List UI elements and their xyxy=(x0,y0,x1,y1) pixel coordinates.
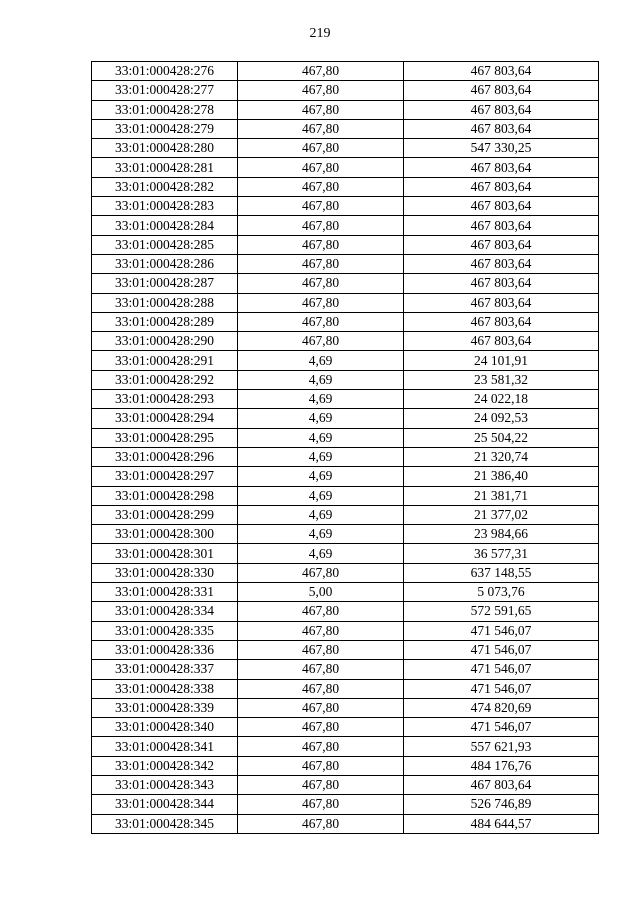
cadastral-number-cell: 33:01:000428:341 xyxy=(92,737,238,756)
value-cell: 637 148,55 xyxy=(404,563,599,582)
value-cell: 24 022,18 xyxy=(404,390,599,409)
cadastral-number-cell: 33:01:000428:293 xyxy=(92,390,238,409)
area-cell: 467,80 xyxy=(238,216,404,235)
cadastral-number-cell: 33:01:000428:297 xyxy=(92,467,238,486)
area-cell: 467,80 xyxy=(238,698,404,717)
value-cell: 572 591,65 xyxy=(404,602,599,621)
area-cell: 467,80 xyxy=(238,274,404,293)
area-cell: 467,80 xyxy=(238,332,404,351)
table-row xyxy=(92,621,599,640)
cadastral-number-cell: 33:01:000428:345 xyxy=(92,814,238,833)
value-cell: 484 176,76 xyxy=(404,756,599,775)
table-row xyxy=(92,119,599,138)
table-row xyxy=(92,814,599,833)
cadastral-number-cell: 33:01:000428:282 xyxy=(92,177,238,196)
cadastral-number-cell: 33:01:000428:300 xyxy=(92,525,238,544)
table-row xyxy=(92,602,599,621)
table-row xyxy=(92,293,599,312)
cadastral-number-cell: 33:01:000428:291 xyxy=(92,351,238,370)
cadastral-number-cell: 33:01:000428:338 xyxy=(92,679,238,698)
value-cell: 557 621,93 xyxy=(404,737,599,756)
area-cell: 467,80 xyxy=(238,177,404,196)
table-row xyxy=(92,505,599,524)
cadastral-number-cell: 33:01:000428:330 xyxy=(92,563,238,582)
cadastral-number-cell: 33:01:000428:281 xyxy=(92,158,238,177)
cadastral-number-cell: 33:01:000428:331 xyxy=(92,583,238,602)
area-cell: 467,80 xyxy=(238,756,404,775)
value-cell: 471 546,07 xyxy=(404,660,599,679)
area-cell: 467,80 xyxy=(238,312,404,331)
value-cell: 471 546,07 xyxy=(404,679,599,698)
area-cell: 467,80 xyxy=(238,660,404,679)
area-cell: 4,69 xyxy=(238,525,404,544)
value-cell: 467 803,64 xyxy=(404,312,599,331)
area-cell: 4,69 xyxy=(238,544,404,563)
cadastral-number-cell: 33:01:000428:344 xyxy=(92,795,238,814)
table-row xyxy=(92,351,599,370)
cadastral-number-cell: 33:01:000428:288 xyxy=(92,293,238,312)
area-cell: 467,80 xyxy=(238,293,404,312)
value-cell: 467 803,64 xyxy=(404,119,599,138)
table-row xyxy=(92,100,599,119)
cadastral-number-cell: 33:01:000428:277 xyxy=(92,81,238,100)
value-cell: 526 746,89 xyxy=(404,795,599,814)
value-cell: 467 803,64 xyxy=(404,158,599,177)
value-cell: 21 377,02 xyxy=(404,505,599,524)
value-cell: 21 320,74 xyxy=(404,447,599,466)
table-row xyxy=(92,312,599,331)
area-cell: 467,80 xyxy=(238,235,404,254)
table-row xyxy=(92,428,599,447)
cadastral-number-cell: 33:01:000428:276 xyxy=(92,62,238,81)
cadastral-number-cell: 33:01:000428:296 xyxy=(92,447,238,466)
table-row xyxy=(92,718,599,737)
cadastral-number-cell: 33:01:000428:280 xyxy=(92,139,238,158)
cadastral-number-cell: 33:01:000428:299 xyxy=(92,505,238,524)
cadastral-number-cell: 33:01:000428:286 xyxy=(92,254,238,273)
cadastral-number-cell: 33:01:000428:337 xyxy=(92,660,238,679)
table-row xyxy=(92,775,599,794)
value-cell: 471 546,07 xyxy=(404,621,599,640)
table-row xyxy=(92,197,599,216)
area-cell: 467,80 xyxy=(238,737,404,756)
cadastral-number-cell: 33:01:000428:287 xyxy=(92,274,238,293)
area-cell: 467,80 xyxy=(238,81,404,100)
value-cell: 467 803,64 xyxy=(404,254,599,273)
table-row xyxy=(92,158,599,177)
value-cell: 23 984,66 xyxy=(404,525,599,544)
area-cell: 4,69 xyxy=(238,370,404,389)
area-cell: 467,80 xyxy=(238,158,404,177)
table-row xyxy=(92,254,599,273)
area-cell: 467,80 xyxy=(238,718,404,737)
area-cell: 467,80 xyxy=(238,814,404,833)
table-row xyxy=(92,660,599,679)
area-cell: 4,69 xyxy=(238,486,404,505)
table-row xyxy=(92,390,599,409)
area-cell: 467,80 xyxy=(238,602,404,621)
value-cell: 467 803,64 xyxy=(404,775,599,794)
area-cell: 4,69 xyxy=(238,409,404,428)
cadastral-number-cell: 33:01:000428:340 xyxy=(92,718,238,737)
cadastral-number-cell: 33:01:000428:285 xyxy=(92,235,238,254)
cadastral-number-cell: 33:01:000428:342 xyxy=(92,756,238,775)
value-cell: 467 803,64 xyxy=(404,197,599,216)
value-cell: 467 803,64 xyxy=(404,81,599,100)
table-row xyxy=(92,795,599,814)
value-cell: 5 073,76 xyxy=(404,583,599,602)
value-cell: 467 803,64 xyxy=(404,100,599,119)
value-cell: 484 644,57 xyxy=(404,814,599,833)
area-cell: 4,69 xyxy=(238,390,404,409)
area-cell: 467,80 xyxy=(238,775,404,794)
table-row xyxy=(92,544,599,563)
value-cell: 547 330,25 xyxy=(404,139,599,158)
area-cell: 467,80 xyxy=(238,100,404,119)
table-row xyxy=(92,81,599,100)
cadastral-number-cell: 33:01:000428:336 xyxy=(92,640,238,659)
table-row xyxy=(92,177,599,196)
table-row xyxy=(92,139,599,158)
area-cell: 5,00 xyxy=(238,583,404,602)
value-cell: 21 381,71 xyxy=(404,486,599,505)
area-cell: 467,80 xyxy=(238,621,404,640)
cadastral-number-cell: 33:01:000428:334 xyxy=(92,602,238,621)
table-row xyxy=(92,216,599,235)
value-cell: 467 803,64 xyxy=(404,332,599,351)
table-row xyxy=(92,332,599,351)
value-cell: 467 803,64 xyxy=(404,274,599,293)
table-row xyxy=(92,62,599,81)
value-cell: 467 803,64 xyxy=(404,62,599,81)
area-cell: 467,80 xyxy=(238,62,404,81)
area-cell: 467,80 xyxy=(238,119,404,138)
table-row xyxy=(92,235,599,254)
table-row xyxy=(92,486,599,505)
table-row xyxy=(92,563,599,582)
value-cell: 471 546,07 xyxy=(404,640,599,659)
cadastral-number-cell: 33:01:000428:298 xyxy=(92,486,238,505)
area-cell: 4,69 xyxy=(238,447,404,466)
table-body xyxy=(92,62,599,834)
cadastral-number-cell: 33:01:000428:290 xyxy=(92,332,238,351)
table-row xyxy=(92,679,599,698)
cadastral-number-cell: 33:01:000428:294 xyxy=(92,409,238,428)
cadastral-number-cell: 33:01:000428:301 xyxy=(92,544,238,563)
area-cell: 467,80 xyxy=(238,640,404,659)
table-row xyxy=(92,640,599,659)
area-cell: 467,80 xyxy=(238,197,404,216)
cadastral-number-cell: 33:01:000428:295 xyxy=(92,428,238,447)
value-cell: 36 577,31 xyxy=(404,544,599,563)
table-row xyxy=(92,756,599,775)
table-row xyxy=(92,447,599,466)
area-cell: 4,69 xyxy=(238,428,404,447)
value-cell: 467 803,64 xyxy=(404,293,599,312)
cadastral-number-cell: 33:01:000428:292 xyxy=(92,370,238,389)
area-cell: 467,80 xyxy=(238,139,404,158)
area-cell: 467,80 xyxy=(238,679,404,698)
cadastral-number-cell: 33:01:000428:284 xyxy=(92,216,238,235)
cadastral-number-cell: 33:01:000428:339 xyxy=(92,698,238,717)
value-cell: 23 581,32 xyxy=(404,370,599,389)
cadastral-number-cell: 33:01:000428:279 xyxy=(92,119,238,138)
cadastral-number-cell: 33:01:000428:343 xyxy=(92,775,238,794)
value-cell: 24 092,53 xyxy=(404,409,599,428)
cadastral-number-cell: 33:01:000428:278 xyxy=(92,100,238,119)
value-cell: 471 546,07 xyxy=(404,718,599,737)
value-cell: 467 803,64 xyxy=(404,235,599,254)
page-number: 219 xyxy=(309,26,331,41)
table-row xyxy=(92,467,599,486)
value-cell: 467 803,64 xyxy=(404,216,599,235)
table-row xyxy=(92,370,599,389)
table-row xyxy=(92,525,599,544)
value-cell: 474 820,69 xyxy=(404,698,599,717)
table-row xyxy=(92,737,599,756)
area-cell: 467,80 xyxy=(238,254,404,273)
area-cell: 4,69 xyxy=(238,505,404,524)
value-cell: 21 386,40 xyxy=(404,467,599,486)
table-row xyxy=(92,698,599,717)
table-row xyxy=(92,274,599,293)
cadastral-number-cell: 33:01:000428:283 xyxy=(92,197,238,216)
table-row xyxy=(92,409,599,428)
area-cell: 467,80 xyxy=(238,563,404,582)
data-table xyxy=(91,61,599,834)
value-cell: 24 101,91 xyxy=(404,351,599,370)
value-cell: 25 504,22 xyxy=(404,428,599,447)
table-row xyxy=(92,583,599,602)
area-cell: 4,69 xyxy=(238,467,404,486)
area-cell: 4,69 xyxy=(238,351,404,370)
cadastral-number-cell: 33:01:000428:335 xyxy=(92,621,238,640)
value-cell: 467 803,64 xyxy=(404,177,599,196)
cadastral-number-cell: 33:01:000428:289 xyxy=(92,312,238,331)
area-cell: 467,80 xyxy=(238,795,404,814)
